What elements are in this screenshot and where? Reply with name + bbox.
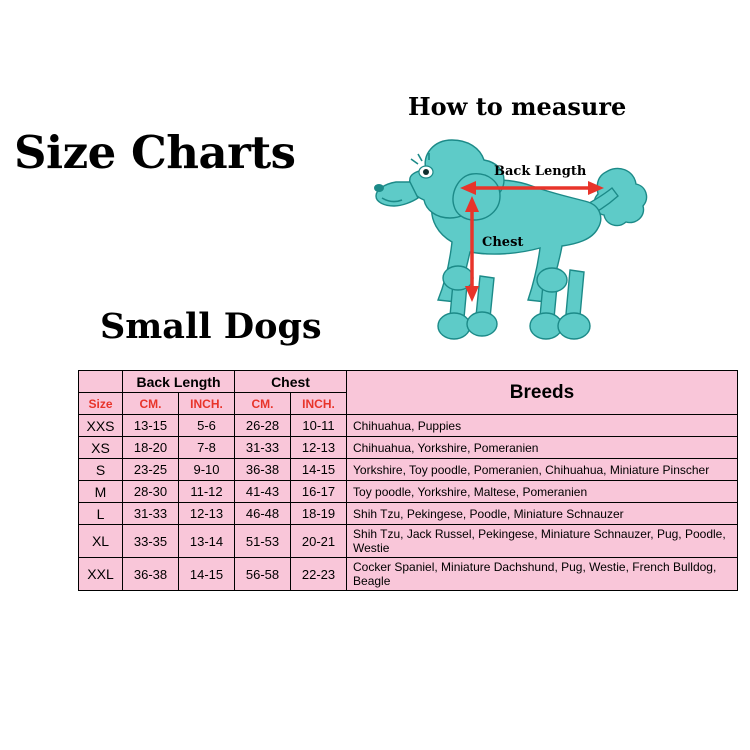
cell-chest-cm: 36-38 <box>235 459 291 481</box>
cell-chest-cm: 56-58 <box>235 558 291 591</box>
table-row <box>79 459 738 481</box>
how-to-measure-title: How to measure <box>408 92 627 121</box>
cell-back-cm: 18-20 <box>123 437 179 459</box>
cell-back-inch: 5-6 <box>179 415 235 437</box>
table-row <box>79 558 738 591</box>
cell-chest-inch: 10-11 <box>291 415 347 437</box>
cell-back-cm: 23-25 <box>123 459 179 481</box>
cell-back-cm: 31-33 <box>123 503 179 525</box>
cell-size: XXS <box>79 415 123 437</box>
cell-size: XXL <box>79 558 123 591</box>
dog-illustration <box>330 130 650 360</box>
cell-chest-inch: 22-23 <box>291 558 347 591</box>
cell-back-inch: 12-13 <box>179 503 235 525</box>
cell-back-cm: 13-15 <box>123 415 179 437</box>
table-row <box>79 525 738 558</box>
cell-back-cm: 36-38 <box>123 558 179 591</box>
header-back-inch: INCH. <box>179 393 235 415</box>
table-row <box>79 437 738 459</box>
cell-breeds: Shih Tzu, Jack Russel, Pekingese, Miniature Schnauzer, Pug, Poodle, Westie <box>347 525 738 558</box>
header-chest: Chest <box>235 371 347 393</box>
table-row <box>79 415 738 437</box>
cell-back-inch: 9-10 <box>179 459 235 481</box>
cell-back-inch: 7-8 <box>179 437 235 459</box>
cell-breeds: Shih Tzu, Pekingese, Poodle, Miniature Schnauzer <box>347 503 738 525</box>
cell-chest-inch: 12-13 <box>291 437 347 459</box>
cell-back-inch: 14-15 <box>179 558 235 591</box>
cell-size: M <box>79 481 123 503</box>
cell-breeds: Toy poodle, Yorkshire, Maltese, Pomeranien <box>347 481 738 503</box>
header-chest-cm: CM. <box>235 393 291 415</box>
cell-chest-cm: 46-48 <box>235 503 291 525</box>
cell-chest-cm: 26-28 <box>235 415 291 437</box>
cell-size: S <box>79 459 123 481</box>
label-chest: Chest <box>482 235 524 250</box>
label-back-length: Back Length <box>494 164 587 179</box>
header-chest-inch: INCH. <box>291 393 347 415</box>
header-empty-corner <box>79 371 123 393</box>
cell-chest-cm: 31-33 <box>235 437 291 459</box>
table-row <box>79 503 738 525</box>
cell-chest-inch: 16-17 <box>291 481 347 503</box>
cell-size: L <box>79 503 123 525</box>
cell-chest-inch: 20-21 <box>291 525 347 558</box>
header-breeds: Breeds <box>347 371 738 415</box>
cell-size: XS <box>79 437 123 459</box>
page-title: Size Charts <box>14 126 296 179</box>
table-group-header-row <box>79 371 738 393</box>
cell-breeds: Yorkshire, Toy poodle, Pomeranien, Chihuahua, Miniature Pinscher <box>347 459 738 481</box>
cell-breeds: Cocker Spaniel, Miniature Dachshund, Pug, Westie, French Bulldog, Beagle <box>347 558 738 591</box>
size-chart-table <box>78 370 738 591</box>
section-title-small-dogs: Small Dogs <box>100 306 322 347</box>
cell-back-inch: 11-12 <box>179 481 235 503</box>
header-back-cm: CM. <box>123 393 179 415</box>
cell-back-inch: 13-14 <box>179 525 235 558</box>
table-row <box>79 481 738 503</box>
cell-back-cm: 33-35 <box>123 525 179 558</box>
cell-chest-cm: 41-43 <box>235 481 291 503</box>
header-back-length: Back Length <box>123 371 235 393</box>
dog-nose-icon <box>374 184 384 192</box>
cell-chest-inch: 14-15 <box>291 459 347 481</box>
cell-breeds: Chihuahua, Puppies <box>347 415 738 437</box>
cell-back-cm: 28-30 <box>123 481 179 503</box>
cell-breeds: Chihuahua, Yorkshire, Pomeranien <box>347 437 738 459</box>
cell-size: XL <box>79 525 123 558</box>
cell-chest-cm: 51-53 <box>235 525 291 558</box>
cell-chest-inch: 18-19 <box>291 503 347 525</box>
header-size: Size <box>79 393 123 415</box>
